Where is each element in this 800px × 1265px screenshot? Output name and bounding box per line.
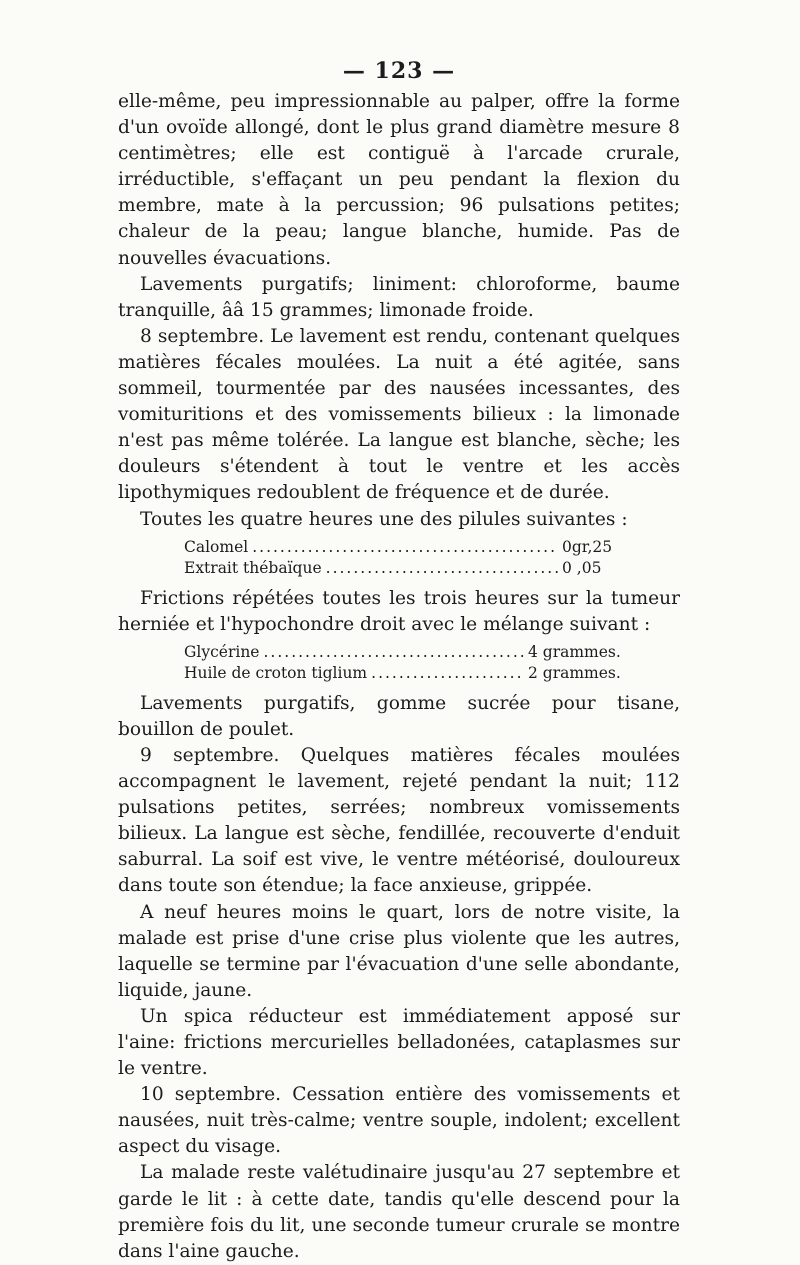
dot-leader [263, 642, 524, 663]
ingredient-quantity: 0 ,05 [562, 558, 602, 577]
paragraph-september-10: 10 septembre. Cessation entière des vomissements et nausées, nuit très-calme; ventre souple, indolent; excellent aspect du visage. [118, 1084, 680, 1158]
paragraph-continuation: elle-même, peu impressionnable au palper, offre la forme d'un ovoïde allongé, dont le plus grand diamètre mesure 8 centimètres; elle est contiguë à l'arcade crurale, irréductible, s'effaçant un peu pendant la flexion du membre, mate à la percussion; 96 pulsations petites; chaleur de la peau; langue blanche, humide. Pas de nouvelles évacuations. [118, 91, 680, 269]
prescription-mixture [118, 642, 680, 684]
prescription-pills [118, 537, 680, 579]
ingredient-name: Huile de croton tiglium [184, 663, 368, 682]
ingredient-quantity: 0gr,25 [562, 537, 613, 556]
dot-leader [326, 558, 558, 579]
prescription-row [184, 558, 620, 579]
paragraph-outcome: La malade reste valétudinaire jusqu'au 27 septembre et garde le lit : à cette date, tandis qu'elle descend pour la première fois du lit, une seconde tumeur crurale se montre dans l'aine gauche. [118, 1162, 680, 1262]
prescription-row [184, 537, 620, 558]
paragraph-lavements: Lavements purgatifs, gomme sucrée pour tisane, bouillon de poulet. [118, 692, 680, 740]
dot-leader [371, 663, 524, 684]
paragraph-pills-intro: Toutes les quatre heures une des pilules suivantes : [140, 508, 628, 530]
book-page [118, 58, 680, 1265]
ingredient-quantity: 2 grammes. [528, 663, 621, 682]
paragraph-treatment: Lavements purgatifs; liniment: chloroforme, baume tranquille, ââ 15 grammes; limonade froide. [118, 273, 680, 321]
paragraph-frictions: Frictions répétées toutes les trois heures sur la tumeur herniée et l'hypochondre droit avec le mélange suivant : [118, 587, 680, 635]
ingredient-name: Glycérine [184, 642, 260, 661]
paragraph-september-9: 9 septembre. Quelques matières fécales moulées accompagnent le lavement, rejeté pendant la nuit; 112 pulsations petites, serrées; nombreux vomissements bilieux. La langue est sèche, fendillée, recouverte d'enduit saburral. La soif est vive, le ventre météorisé, douloureux dans toute son étendue; la face anxieuse, grippée. [118, 744, 680, 897]
prescription-row [184, 642, 624, 663]
ingredient-name: Extrait thébaïque [184, 558, 322, 577]
paragraph-spica: Un spica réducteur est immédiatement apposé sur l'aine: frictions mercurielles belladonées, cataplasmes sur le ventre. [118, 1005, 680, 1080]
paragraph-september-8: 8 septembre. Le lavement est rendu, contenant quelques matières fécales moulées. La nuit a été agitée, sans sommeil, tourmentée par des nausées incessantes, des vomituritions et des vomissements bilieux : la limonade n'est pas même tolérée. La langue est blanche, sèche; les douleurs s'étendent à tout le ventre et les accès lipothymiques redoublent de fréquence et de durée. [118, 325, 680, 504]
prescription-row [184, 663, 624, 684]
ingredient-name: Calomel [184, 537, 249, 556]
dot-leader [252, 537, 558, 558]
page-number: — 123 — [342, 58, 456, 84]
ingredient-quantity: 4 grammes. [528, 642, 621, 661]
paragraph-crisis: A neuf heures moins le quart, lors de notre visite, la malade est prise d'une crise plus violente que les autres, laquelle se termine par l'évacuation d'une selle abondante, liquide, jaune. [118, 901, 680, 1001]
